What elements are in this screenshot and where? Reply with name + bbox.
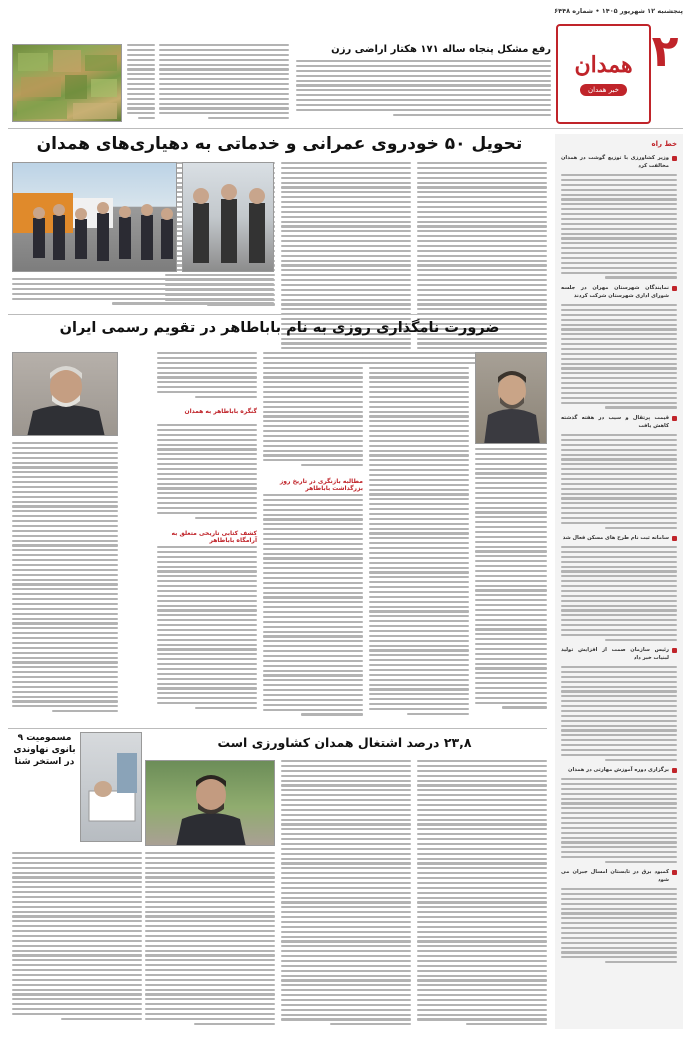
man-portrait-icon xyxy=(146,761,275,846)
calendar-body-col1 xyxy=(475,448,547,723)
sidebar-item xyxy=(561,646,677,662)
man-portrait-icon xyxy=(476,353,547,444)
sidebar-body xyxy=(561,174,677,284)
top-story-body-col2 xyxy=(159,44,289,120)
top-story-headline: رفع مشکل پنجاه ساله ۱۷۱ هکتار اراضی رزن xyxy=(331,44,551,55)
main-story-body-col1 xyxy=(417,162,547,367)
agri-official-photo xyxy=(145,760,275,846)
bullet-icon xyxy=(672,648,677,653)
sidebar-body xyxy=(561,434,677,534)
vehicle-handover-photo xyxy=(12,162,177,272)
sidebar-item xyxy=(561,766,677,774)
sidebar-item-text: قیمت پرتقال و سیب در هفته گذشته کاهش یافت xyxy=(561,415,669,429)
calendar-body-col4c xyxy=(157,546,257,722)
poison-story-box xyxy=(12,732,142,1030)
crowd-figures-icon xyxy=(13,163,177,272)
main-story-caption xyxy=(12,278,274,308)
sidebar-body xyxy=(561,304,677,414)
sidebar-item xyxy=(561,154,677,170)
sidebar-header xyxy=(561,140,677,148)
calendar-body-col5 xyxy=(12,442,118,722)
bullet-icon xyxy=(672,416,677,421)
logo-wordmark: همدان xyxy=(574,52,633,78)
sidebar-item-text: برگزاری دوره آموزش مهارتی در همدان xyxy=(568,767,669,773)
calendar-body-col3b xyxy=(263,494,363,722)
hospital-patient-icon xyxy=(81,733,142,842)
poison-body xyxy=(12,852,142,1027)
calendar-subhead: کشف کتابی تاریخی متعلق به آرامگاه باباطاهر xyxy=(171,530,257,544)
calendar-story-headline: ضرورت نامگذاری روزی به نام باباطاهر در تقویم رسمی ایران xyxy=(59,320,500,336)
pool-photo xyxy=(80,732,142,842)
expert-portrait-photo xyxy=(12,352,118,436)
logo-tag: خبر همدان xyxy=(580,84,627,96)
sidebar-item xyxy=(561,534,677,542)
top-story-body xyxy=(296,60,551,120)
calendar-body-col3 xyxy=(263,352,363,472)
officials-figures-icon xyxy=(183,163,274,272)
sidebar-item xyxy=(561,284,677,300)
bullet-icon xyxy=(672,156,677,161)
sidebar-item-text: رئیس سازمان صمت از افزایش تولید لبنیات خبر داد xyxy=(561,647,669,661)
sidebar-item-text: کمبود برق در تابستان امسال جبران می شود xyxy=(561,869,669,883)
newspaper-logo xyxy=(556,24,651,124)
page-number: ۲ xyxy=(651,26,679,77)
main-story-body-col2 xyxy=(281,162,411,367)
divider xyxy=(8,314,547,315)
issue-date: پنجشنبه ۱۲ شهریور ۱۴۰۵ • شماره ۶۴۴۸ xyxy=(554,7,683,15)
man-portrait-icon xyxy=(13,353,118,436)
page-header xyxy=(8,4,683,18)
sidebar-item-text: وزیر کشاورزی با توزیع گوشت در همدان مخالفت کرد xyxy=(561,155,669,169)
sidebar-title: خط راه xyxy=(651,140,677,148)
agri-story-headline: ۲۳,۸ درصد اشتغال همدان کشاورزی است xyxy=(217,735,472,750)
sidebar-body xyxy=(561,546,677,646)
main-story-headline: تحویل ۵۰ خودروی عمرانی و خدماتی به دهیاری‌های همدان xyxy=(36,134,523,154)
sidebar-item xyxy=(561,414,677,430)
poison-story-headline: مسمومیت ۹ بانوی نهاوندی در استخر شنا xyxy=(13,733,76,767)
aerial-farmland-photo xyxy=(12,44,122,122)
field-pattern-icon xyxy=(13,45,122,122)
calendar-subhead: گنگره باباطاهر به همدان xyxy=(184,408,257,415)
bullet-icon xyxy=(672,286,677,291)
agri-body-col3 xyxy=(145,852,275,1030)
top-story-body-col3 xyxy=(127,44,155,120)
calendar-subhead: مطالبه بازنگری در تاریخ روز بزرگداشت باباطاهر xyxy=(279,478,363,492)
agri-body-col1 xyxy=(417,760,547,1030)
sidebar-item-text: سامانه ثبت نام طرح های مسکن فعال شد xyxy=(562,535,669,541)
calendar-body-col2 xyxy=(369,352,469,722)
official-portrait-photo xyxy=(475,352,547,444)
bullet-icon xyxy=(672,870,677,875)
divider xyxy=(8,128,683,129)
calendar-body-col4b xyxy=(157,424,257,524)
sidebar-column xyxy=(555,134,683,1029)
sidebar-item xyxy=(561,868,677,884)
bullet-icon xyxy=(672,536,677,541)
sidebar-body xyxy=(561,666,677,766)
sidebar-item-text: نمایندگان شهرستان مهران در جلسه شورای اداری شهرستان شرکت کردند xyxy=(561,285,669,299)
sidebar-body xyxy=(561,778,677,868)
dignitaries-photo xyxy=(182,162,274,272)
bullet-icon xyxy=(672,768,677,773)
agri-body-col2 xyxy=(281,760,411,1030)
calendar-body-col4 xyxy=(157,352,257,402)
sidebar-body xyxy=(561,888,677,968)
divider xyxy=(8,728,547,729)
